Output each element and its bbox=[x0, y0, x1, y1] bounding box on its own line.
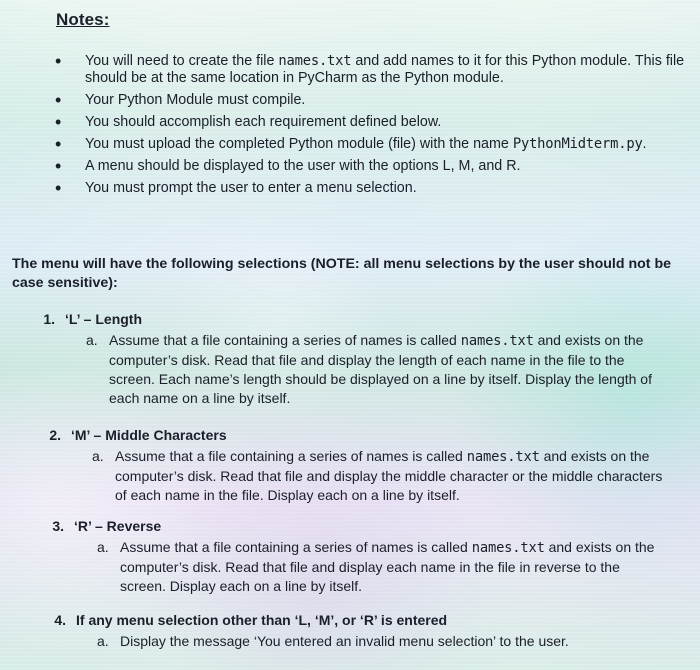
notes-bullet-1 bbox=[55, 53, 685, 87]
bullet-text-suffix: and add names to it for this Python module. This file should be at the same location in PyCharm as the Python module. bbox=[85, 53, 685, 86]
inline-code: names.txt bbox=[278, 53, 352, 69]
menu-section-m bbox=[43, 426, 683, 505]
detail-text bbox=[120, 538, 662, 596]
detail-letter: a. bbox=[97, 633, 109, 649]
section-heading bbox=[46, 517, 686, 536]
menu-section-l bbox=[37, 310, 677, 408]
inline-code: PythonMidterm.py bbox=[512, 136, 643, 152]
section-title: ‘M’ – Middle Characters bbox=[71, 427, 227, 443]
section-heading bbox=[37, 310, 677, 329]
detail-letter: a. bbox=[86, 332, 98, 348]
detail-text bbox=[115, 447, 667, 505]
notes-bullet-3 bbox=[55, 114, 685, 131]
section-detail bbox=[97, 632, 657, 651]
section-number: 1. bbox=[43, 311, 55, 327]
inline-code: names.txt bbox=[466, 449, 540, 465]
notes-bullet-2 bbox=[55, 92, 685, 109]
menu-section-r bbox=[46, 517, 686, 596]
bullet-text: A menu should be displayed to the user with the options L, M, and R. bbox=[85, 158, 521, 174]
detail-letter: a. bbox=[92, 448, 104, 464]
section-detail bbox=[92, 447, 667, 505]
detail-suffix: and exists on the computer’s disk. Read that file and display the middle character or the middle characters of each name in the file. Display each on a line by itself. bbox=[115, 448, 663, 503]
detail-prefix: Assume that a file containing a series of names is called bbox=[115, 448, 467, 464]
bullet-text: You should accomplish each requirement defined below. bbox=[85, 114, 442, 130]
bullet-text: You must prompt the user to enter a menu selection. bbox=[85, 180, 417, 196]
menu-intro: The menu will have the following selections (NOTE: all menu selections by the user should not be case sensitive): bbox=[12, 256, 672, 291]
bullet-text: Your Python Module must compile. bbox=[85, 92, 306, 108]
section-heading bbox=[43, 426, 683, 445]
detail-suffix: and exists on the computer’s disk. Read that file and display each name in the file in reverse to the screen. Display each on a line by itself. bbox=[120, 539, 655, 594]
inline-code: names.txt bbox=[471, 540, 545, 556]
menu-section-invalid bbox=[48, 611, 688, 651]
section-number: 2. bbox=[49, 427, 61, 443]
detail-suffix: and exists on the computer’s disk. Read that file and display the length of each name in the file to the screen. Each name’s length should be displayed on a line by itself. Display the length of each name on a line by itself. bbox=[109, 332, 652, 406]
detail-prefix: Assume that a file containing a series of names is called bbox=[109, 332, 461, 348]
bullet-text-suffix: . bbox=[642, 136, 647, 152]
notes-bullet-list bbox=[55, 53, 685, 202]
notes-bullet-5 bbox=[55, 158, 685, 175]
section-title: If any menu selection other than ‘L, ‘M’, or ‘R’ is entered bbox=[76, 612, 448, 628]
notes-bullet-4 bbox=[55, 136, 685, 153]
section-detail bbox=[97, 538, 662, 596]
section-heading bbox=[48, 611, 688, 630]
detail-letter: a. bbox=[97, 539, 109, 555]
section-number: 4. bbox=[54, 612, 66, 628]
bullet-text-prefix: You will need to create the file bbox=[85, 53, 279, 69]
notes-title: Notes: bbox=[56, 10, 110, 29]
bullet-text-prefix: You must upload the completed Python module (file) with the name bbox=[85, 136, 513, 152]
section-detail bbox=[86, 331, 666, 408]
notes-bullet-6 bbox=[55, 180, 685, 197]
section-title: ‘L’ – Length bbox=[65, 311, 143, 327]
section-number: 3. bbox=[52, 518, 64, 534]
inline-code: names.txt bbox=[460, 333, 534, 349]
section-title: ‘R’ – Reverse bbox=[74, 518, 162, 534]
detail-text bbox=[109, 331, 666, 408]
detail-text: Display the message ‘You entered an invalid menu selection’ to the user. bbox=[120, 633, 569, 649]
detail-prefix: Assume that a file containing a series of names is called bbox=[120, 539, 472, 555]
